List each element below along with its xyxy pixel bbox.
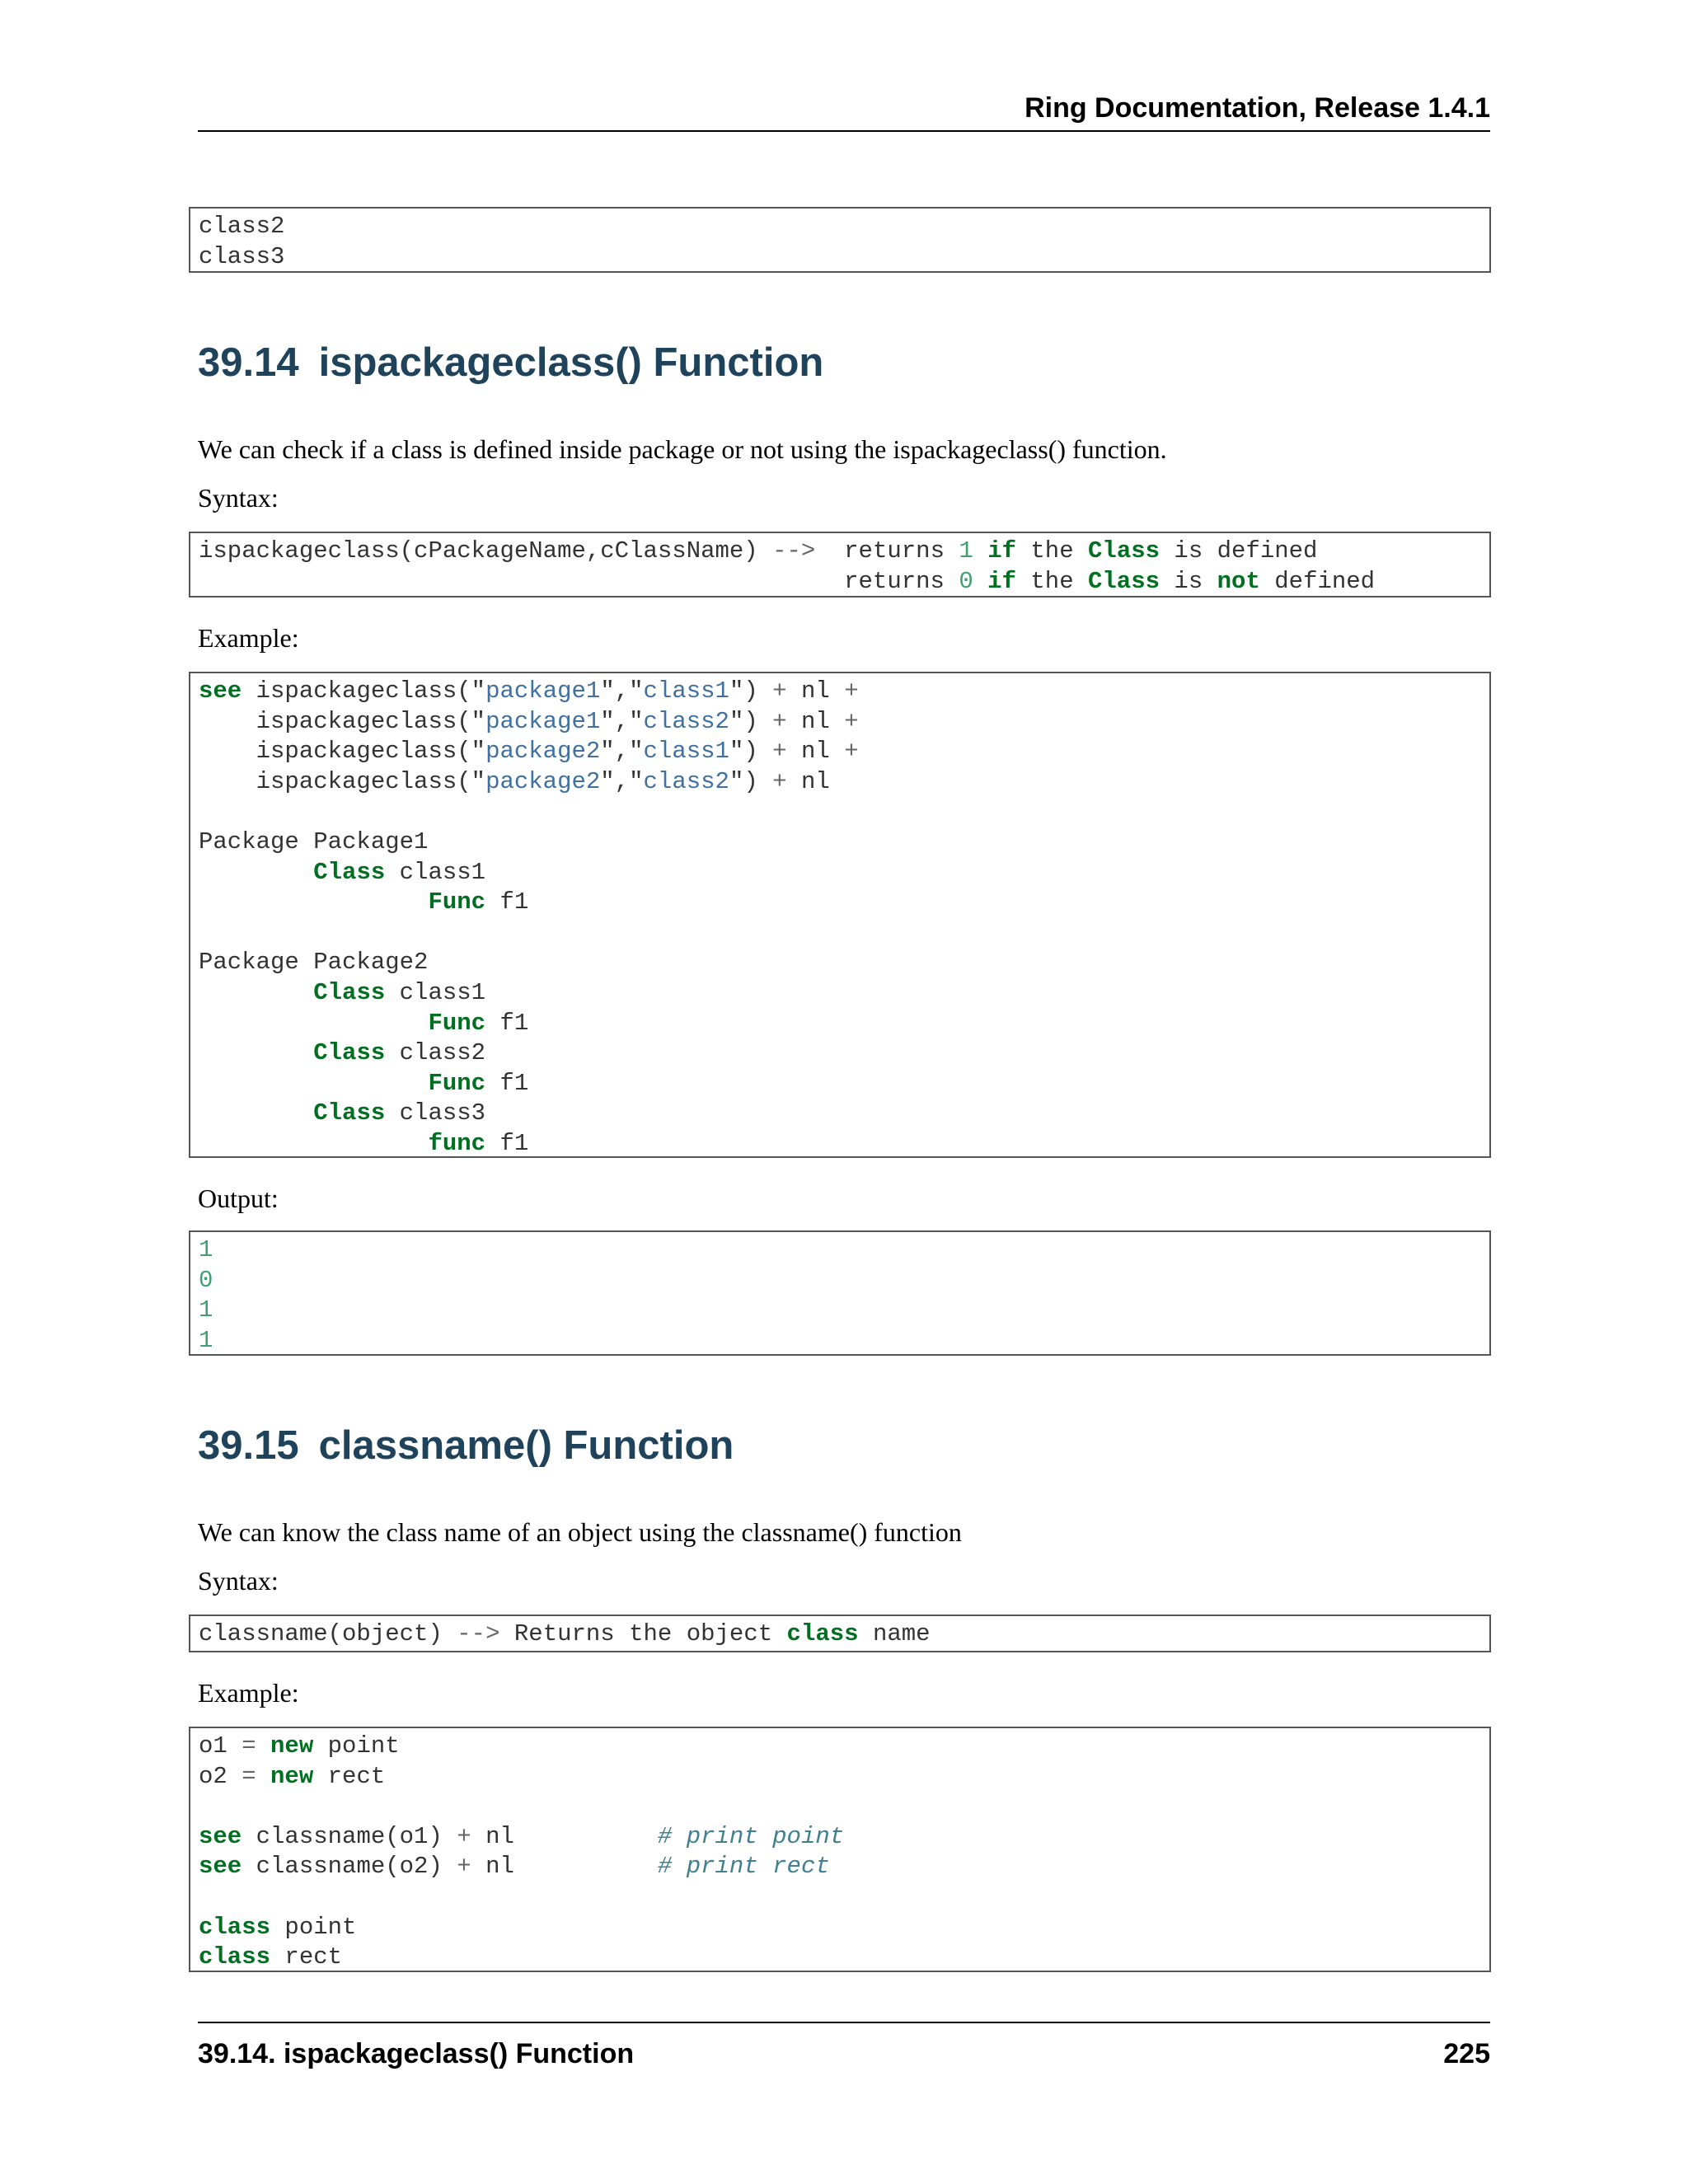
syntax-label: Syntax:: [198, 1566, 279, 1596]
section-intro: We can check if a class is defined inside package or not using the ispackageclass() function.: [198, 434, 1167, 464]
example-label: Example:: [198, 1678, 299, 1708]
section-heading-ispackageclass: [198, 340, 823, 386]
section-intro: We can know the class name of an object using the classname() function: [198, 1517, 962, 1547]
example-code-block: see ispackageclass("package1","class1") + nl + ispackageclass("package1","class2") + nl + ispackageclass("package2","class1") + nl + ispackageclass("package2","class2") + nl Package Package1 Class class1 Func f1 Package Package2 Class class1 Func f1 Class class2 Func f1 Class class3 func f1: [189, 672, 1491, 1158]
section-title: classname() Function: [318, 1423, 734, 1468]
footer-section: 39.14. ispackageclass() Function: [198, 2038, 635, 2069]
section-title: ispackageclass() Function: [318, 340, 824, 385]
section-number: 39.14: [198, 340, 299, 385]
section-heading-classname: [198, 1422, 734, 1469]
document-title: Ring Documentation, Release 1.4.1: [1025, 92, 1490, 124]
syntax-code-block: ispackageclass(cPackageName,cClassName) --> returns 1 if the Class is defined returns 0 if the Class is not defined: [189, 532, 1491, 598]
section-number: 39.15: [198, 1423, 299, 1468]
code-block-top: class2 class3: [189, 207, 1491, 273]
example-code-block: o1 = new point o2 = new rect see classname(o1) + nl # print point see classname(o2) + nl # print rect class point class rect: [189, 1727, 1491, 1972]
example-label: Example:: [198, 623, 299, 653]
page-number: 225: [1443, 2038, 1490, 2069]
running-header: [198, 92, 1490, 132]
syntax-label: Syntax:: [198, 483, 279, 513]
syntax-code-block: classname(object) --> Returns the object class name: [189, 1615, 1491, 1652]
running-footer: [198, 2022, 1490, 2073]
output-label: Output:: [198, 1183, 279, 1213]
output-code-block: 1 0 1 1: [189, 1230, 1491, 1356]
